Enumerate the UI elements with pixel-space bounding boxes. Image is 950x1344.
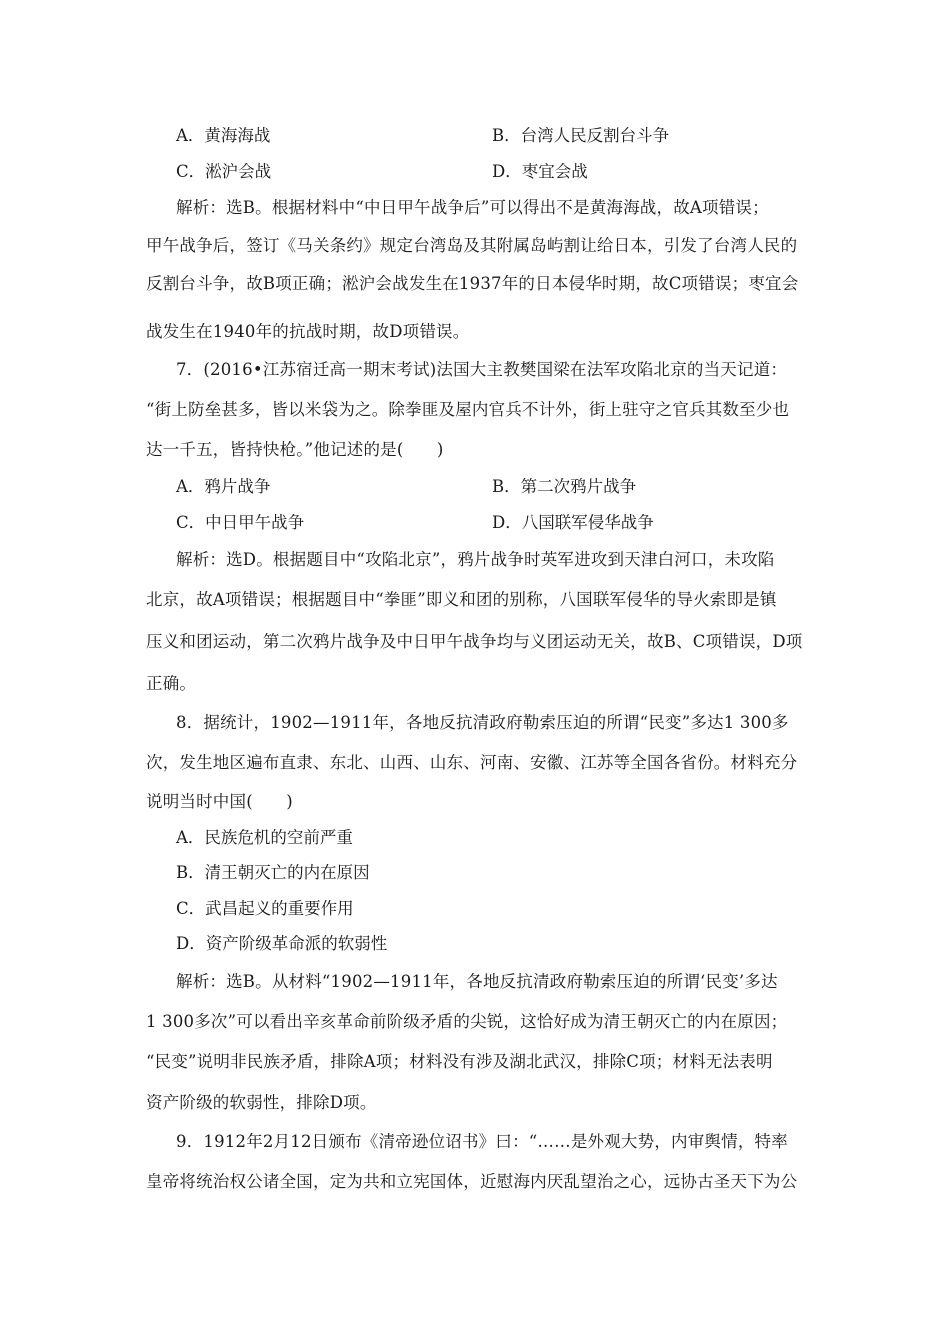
q8-stem-line: 次，发生地区遍布直隶、东北、山西、山东、河南、安徽、江苏等全国各省份。材料充分 [146,753,798,772]
q7-option-d: D．八国联军侵华战争 [492,513,654,532]
q7-options-row-2 [176,513,806,533]
q6-option-b: B．台湾人民反割台斗争 [492,126,670,145]
q7-analysis-line: 正确。 [146,674,197,693]
q6-options-row-2 [176,162,806,182]
q6-option-a: A．黄海海战 [176,126,271,145]
q8-analysis-line: 解析：选B。从材料“1902—1911年，各地反抗清政府勒索压迫的所谓‘民变’多达 [176,972,778,991]
q8-analysis-line: “民变”说明非民族矛盾，排除A项；材料没有涉及湖北武汉，排除C项；材料无法表明 [146,1052,773,1071]
q6-analysis-line: 甲午战争后，签订《马关条约》规定台湾岛及其附属岛屿割让给日本，引发了台湾人民的 [146,236,798,255]
q7-analysis-line: 北京，故A项错误；根据题目中“拳匪”即义和团的别称，八国联军侵华的导火索即是镇 [146,590,777,609]
q9-stem-line: 皇帝将统治权公诸全国，定为共和立宪国体，近慰海内厌乱望治之心，远协古圣天下为公 [146,1172,798,1191]
q9-stem-line: 9．1912年2月12日颁布《清帝逊位诏书》曰：“……是外观大势，内审舆情，特率 [176,1132,788,1151]
q6-option-c: C．淞沪会战 [176,162,272,181]
q8-option-d: D．资产阶级革命派的软弱性 [176,934,388,953]
q6-option-d: D．枣宜会战 [492,162,588,181]
q8-stem-line: 8．据统计，1902—1911年，各地反抗清政府勒索压迫的所谓“民变”多达1 300多 [176,713,789,732]
q7-stem-line: “街上防垒甚多，皆以米袋为之。除拳匪及屋内官兵不计外，街上驻守之官兵其数至少也 [146,400,790,419]
q7-stem-line: 7．(2016•江苏宿迁高一期末考试)法国大主教樊国梁在法军攻陷北京的当天记道： [176,360,788,379]
q7-analysis-line: 解析：选D。根据题目中“攻陷北京”，鸦片战争时英军进攻到天津白河口，未攻陷 [176,550,775,569]
q7-stem-line: 达一千五，皆持快枪。”他记述的是( ) [146,440,444,459]
q7-analysis-line: 压义和团运动，第二次鸦片战争及中日甲午战争均与义团运动无关，故B、C项错误，D项 [146,632,803,651]
q8-option-c: C．武昌起义的重要作用 [176,899,354,918]
q8-stem-line: 说明当时中国( ) [146,792,293,811]
q8-analysis-line: 资产阶级的软弱性，排除D项。 [146,1093,377,1112]
q7-option-b: B．第二次鸦片战争 [492,477,637,496]
q6-analysis-line: 解析：选B。根据材料中“中日甲午战争后”可以得出不是黄海海战，故A项错误； [176,198,769,217]
q6-analysis-line: 反割台斗争，故B项正确；淞沪会战发生在1937年的日本侵华时期，故C项错误；枣宜会 [146,274,799,293]
q8-analysis-line: 1 300多次”可以看出辛亥革命前阶级矛盾的尖锐，这恰好成为清王朝灭亡的内在原因； [146,1012,788,1031]
q8-option-b: B．清王朝灭亡的内在原因 [176,863,370,882]
q7-option-a: A．鸦片战争 [176,477,271,496]
q6-analysis-line: 战发生在1940年的抗战时期，故D项错误。 [146,322,470,341]
q6-options-row-1 [176,126,806,146]
q7-options-row-1 [176,477,806,497]
q8-option-a: A．民族危机的空前严重 [176,828,353,847]
q7-option-c: C．中日甲午战争 [176,513,305,532]
